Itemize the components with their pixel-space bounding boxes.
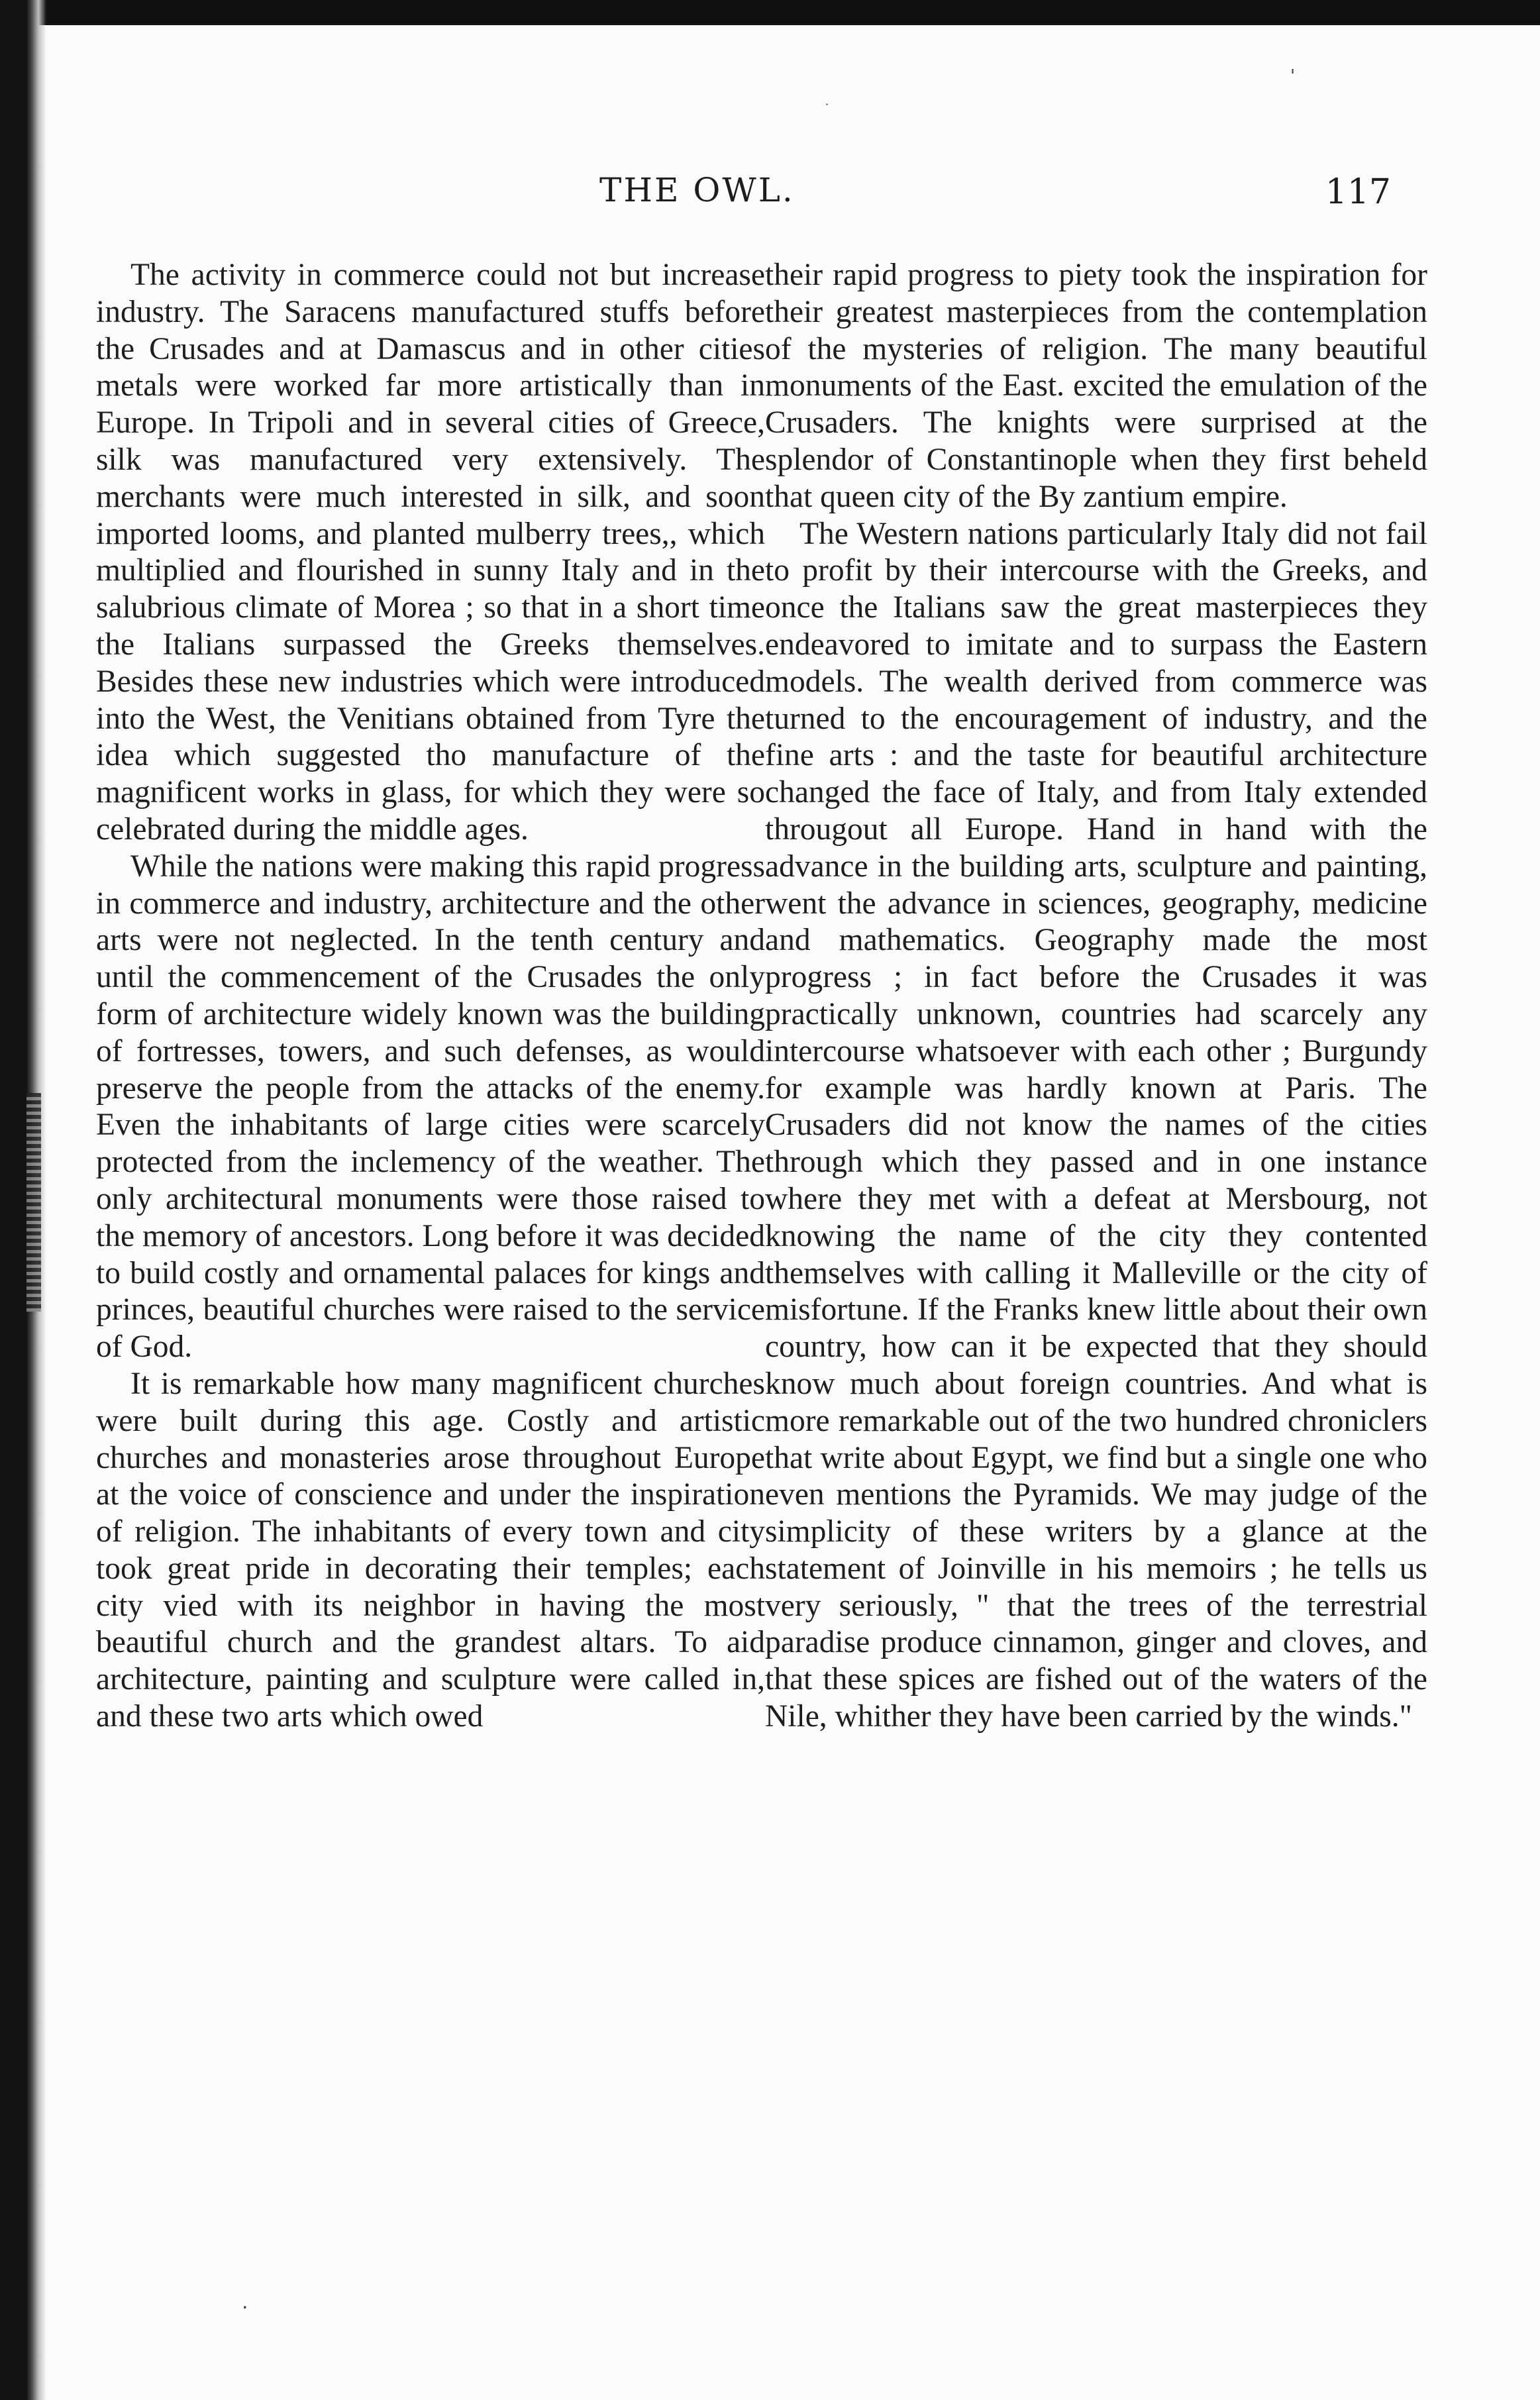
paragraph-continuation: their rapid progress to piety took the inspiration for their greatest masterpieces from the contemplation of the mysteries of religion. The many beautiful monuments of the East. excited the emulation of the Crusaders. The knights were surprised at the splendor of Constantinople when they first beheld that queen city of the By zantium empire.: [765, 258, 1427, 514]
page-number: 117: [1325, 172, 1391, 212]
paragraph: The activity in commerce could not but increase industry. The Saracens manufactured stuffs before the Crusades and at Damascus and in other cities metals were worked far more artistically than in Europe. In Tripoli and in several cities of Greece, silk was manufactured very extensively. The merchants were much interested in silk, and soon imported looms, and planted mulberry trees,, which multiplied and flourished in sunny Italy and in the salubrious climate of Morea ; so that in a short time the Italians surpassed the Greeks themselves. Besides these new industries which were introduced into the West, the Venitians obtained from Tyre the idea which suggested tho manufacture of the magnificent works in glass, for which they were so celebrated during the middle ages.: [96, 258, 765, 847]
binding-edge-strip: [26, 1093, 41, 1312]
stray-mark: ': [1290, 66, 1296, 86]
paragraph: While the nations were making this rapid progress in commerce and industry, architecture and the other arts were not neglected. In the tenth century and until the commencement of the Crusades the only form of architecture widely known was the building of fortresses, towers, and such defenses, as would preserve the people from the attacks of the enemy. Even the inhabitants of large cities were scarcely protected from the inclemency of the weather. The only architectural monuments were those raised to the memory of ancestors. Long before it was decided to build costly and ornamental palaces for kings and princes, beautiful churches were raised to the service of God.: [96, 849, 765, 1365]
right-column: [765, 257, 1427, 1736]
scan-top-border: [26, 0, 1540, 25]
journal-title: THE OWL.: [599, 171, 795, 209]
paragraph: It is remarkable how many magnificent churches were built during this age. Costly and artistic churches and monasteries arose throughout Europe at the voice of conscience and under the inspiration of religion. The inhabitants of every town and city took great pride in decorating their temples; each city vied with its neighbor in having the most beautiful church and the grandest altars. To aid architecture, painting and sculpture were called in, and these two arts which owed: [96, 1366, 765, 1734]
paragraph: The Western nations particularly Italy did not fail to profit by their intercourse with the Greeks, and once the Italians saw the great masterpieces they endeavored to imitate and to surpass the Eastern models. The wealth derived from commerce was turned to the encouragement of industry, and the fine arts : and the taste for beautiful architecture changed the face of Italy, and from Italy extended througout all Europe. Hand in hand with the advance in the building arts, sculpture and painting, went the advance in sciences, geography, medicine and mathematics. Geography made the most progress ; in fact before the Crusades it was practically unknown, countries had scarcely any intercourse whatsoever with each other ; Burgundy for example was hardly known at Paris. The Crusaders did not know the names of the cities through which they passed and in one instance where they met with a defeat at Mersbourg, not knowing the name of the city they contented themselves with calling it Malleville or the city of misfortune. If the Franks knew little about their own country, how can it be expected that they should know much about foreign countries. And what is more remarkable out of the two hundred chroniclers that write about Egypt, we find but a single one who even mentions the Pyramids. We may judge of the simplicity of these writers by a glance at the statement of Joinville in his memoirs ; he tells us very seriously, " that the trees of the terrestrial paradise produce cinnamon, ginger and cloves, and that these spices are fished out of the waters of the Nile, whither they have been carried by the winds.": [765, 516, 1427, 1734]
running-header: [199, 171, 1391, 224]
left-column: [96, 257, 765, 1736]
stray-mark: .: [825, 93, 829, 109]
stray-mark: .: [242, 2291, 248, 2314]
